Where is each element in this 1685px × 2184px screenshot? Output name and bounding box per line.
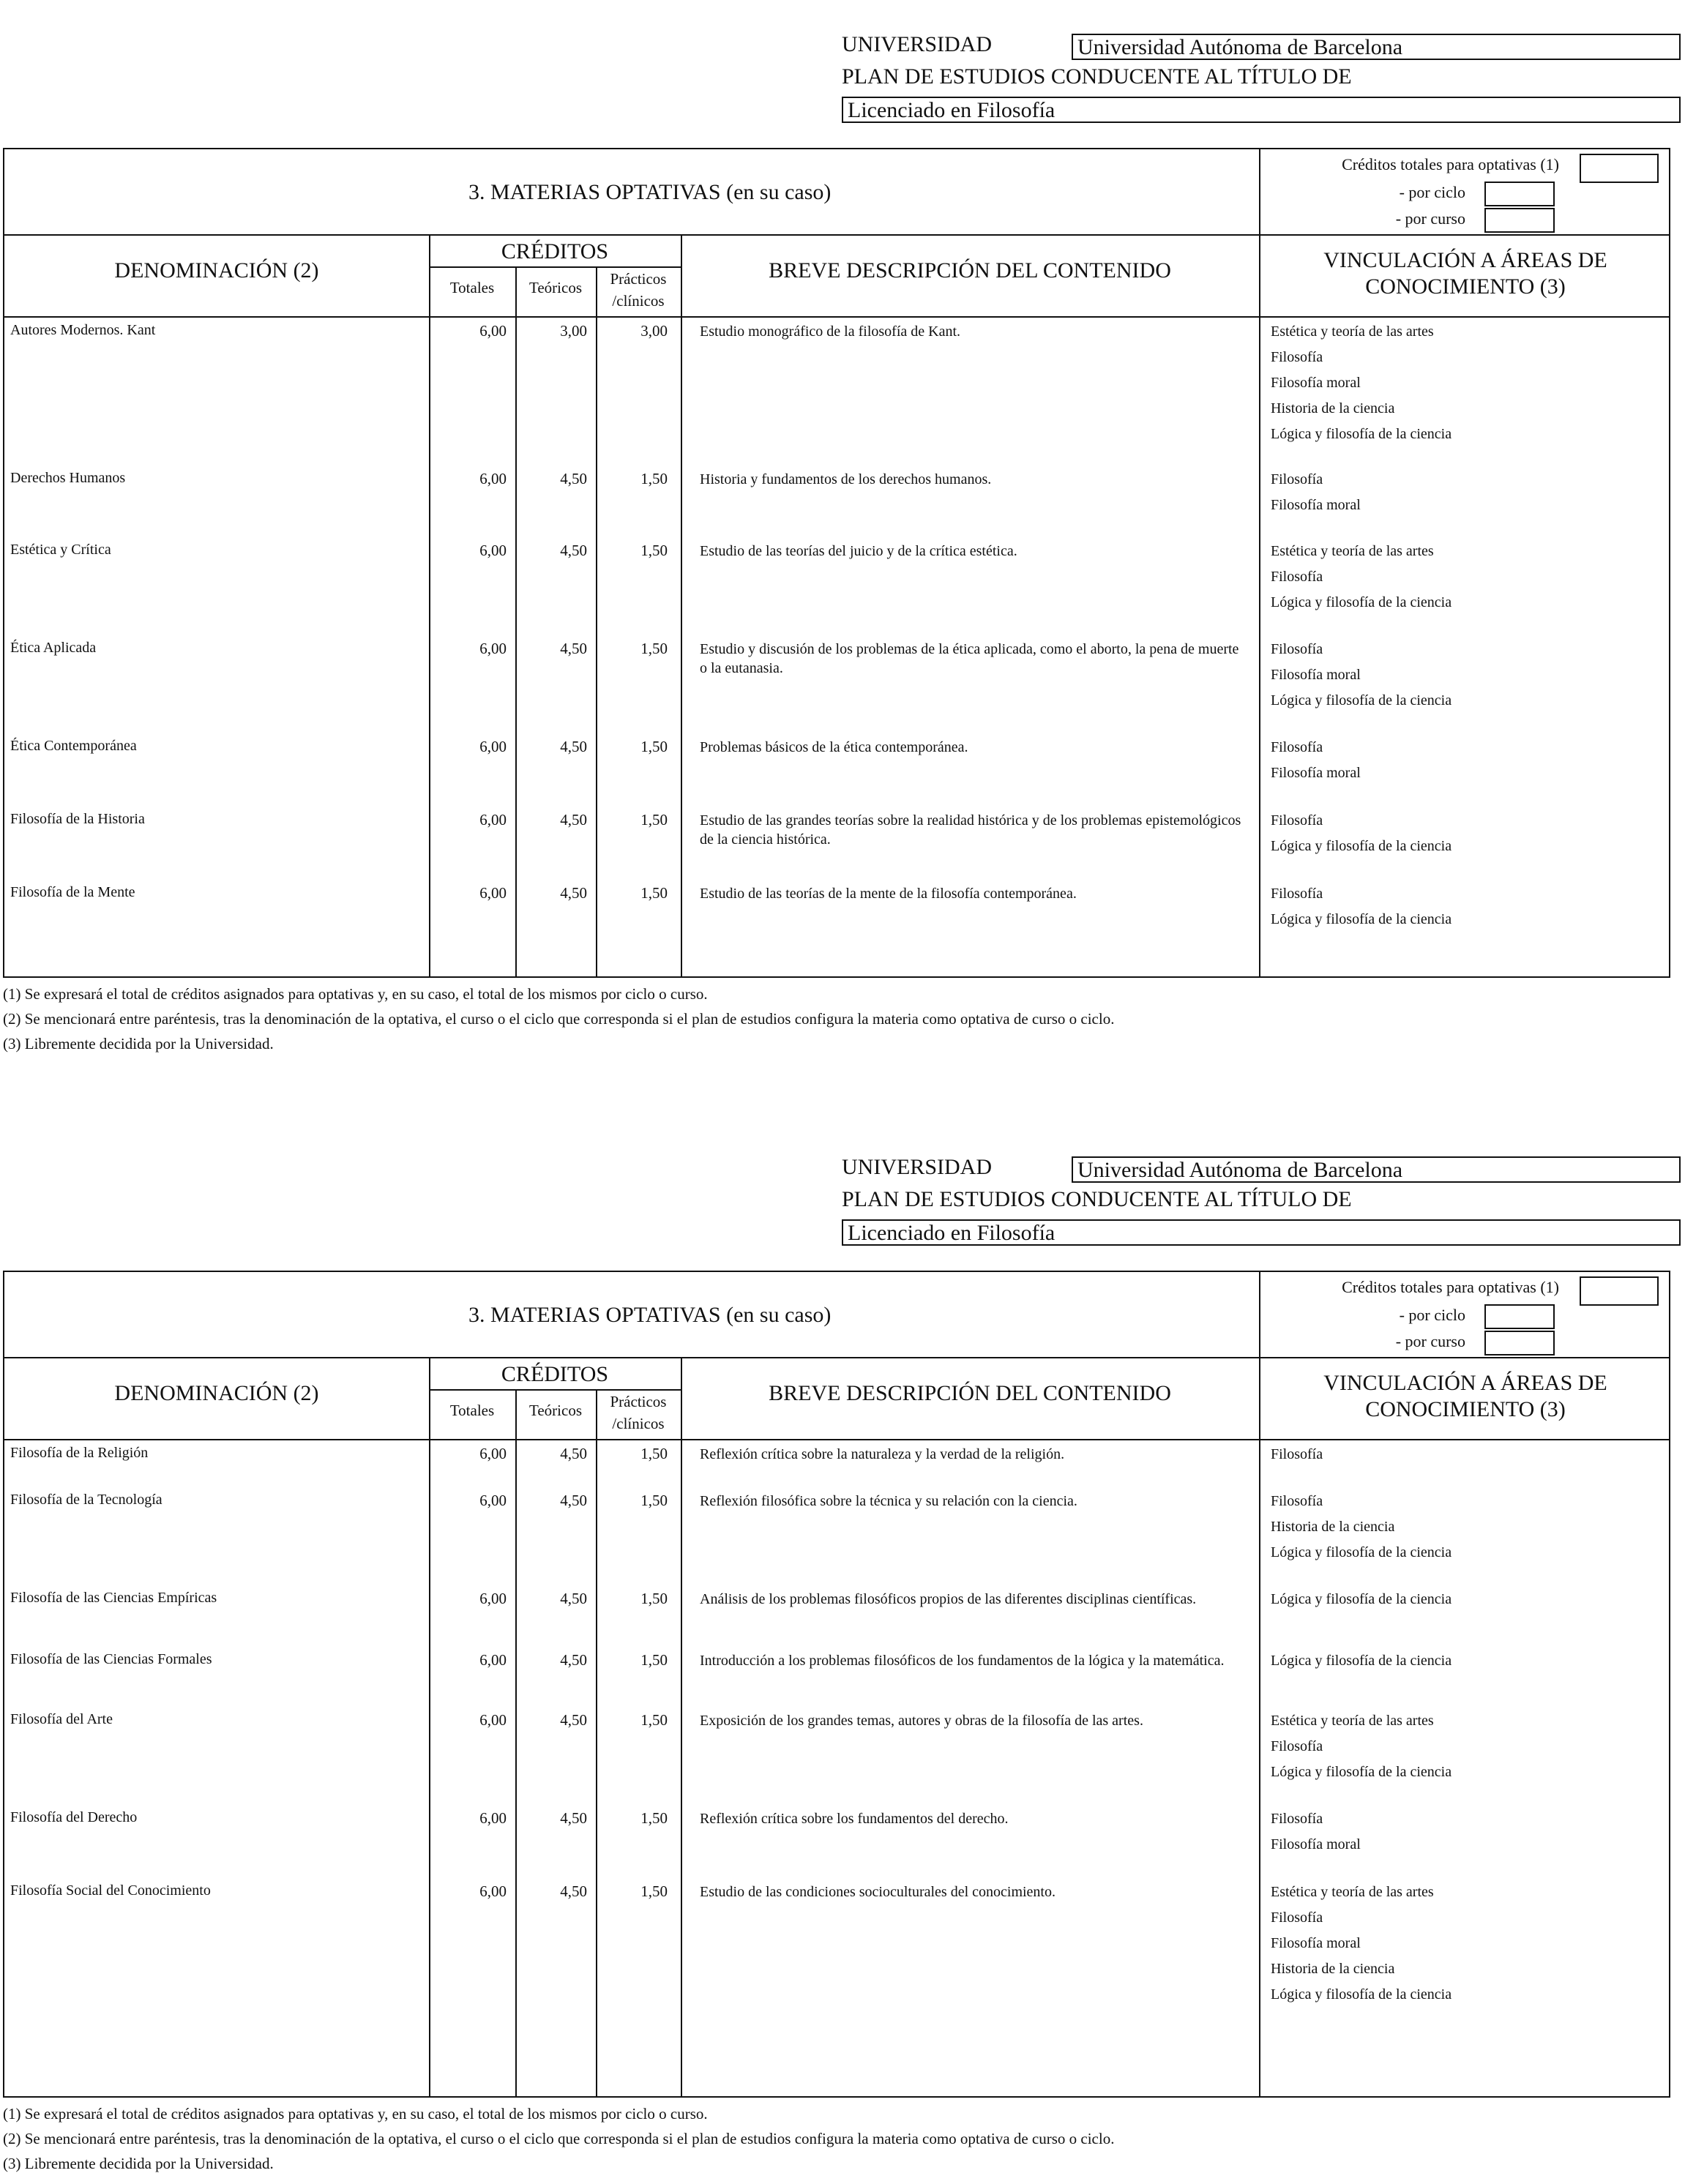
footnote-3: (3) Libremente decidida por la Universidad. [3, 2155, 274, 2172]
creditos-totales-label: Créditos totales para optativas (1) [1342, 155, 1559, 173]
plan-label: PLAN DE ESTUDIOS CONDUCENTE AL TÍTULO DE [842, 1187, 1352, 1211]
row-denominacion: Filosofía de la Historia [10, 811, 145, 827]
row-area: Lógica y filosofía de la ciencia [1271, 1544, 1452, 1560]
col-teoricos: Teóricos [528, 1402, 582, 1419]
row-descripcion: Análisis de los problemas filosóficos propios de las diferentes disciplinas científicas. [700, 1591, 1197, 1607]
row-totales: 6,00 [479, 542, 507, 559]
row-descripcion: Reflexión filosófica sobre la técnica y su relación con la ciencia. [700, 1493, 1077, 1509]
document-page-2 [0, 1123, 1685, 2184]
row-descripcion: Estudio monográfico de la filosofía de Kant. [700, 324, 961, 340]
row-descripcion: Estudio de las teorías de la mente de la filosofía contemporánea. [700, 886, 1077, 902]
por-curso-box [1484, 208, 1555, 233]
row-denominacion: Filosofía del Arte [10, 1711, 113, 1727]
row-totales: 6,00 [479, 738, 507, 755]
row-teoricos: 4,50 [560, 640, 587, 657]
row-teoricos: 4,50 [560, 1492, 587, 1509]
row-practicos: 1,50 [640, 640, 668, 657]
row-descripcion: Estudio de las condiciones socioculturales del conocimiento. [700, 1884, 1056, 1900]
row-area: Lógica y filosofía de la ciencia [1271, 594, 1452, 610]
row-practicos: 1,50 [640, 1492, 668, 1509]
por-ciclo-box [1484, 182, 1555, 206]
universidad-label: UNIVERSIDAD [842, 32, 992, 56]
row-area: Filosofía [1271, 349, 1323, 365]
row-denominacion: Filosofía del Derecho [10, 1809, 138, 1825]
row-practicos: 1,50 [640, 1711, 668, 1729]
row-denominacion: Ética Aplicada [10, 640, 97, 656]
row-area: Estética y teoría de las artes [1271, 1713, 1434, 1729]
row-area: Filosofía [1271, 471, 1323, 487]
row-practicos: 1,50 [640, 884, 668, 902]
row-area: Filosofía moral [1271, 1836, 1361, 1852]
col-vinculacion-1: VINCULACIÓN A ÁREAS DE [1323, 248, 1607, 272]
row-practicos: 1,50 [640, 470, 668, 487]
universidad-field: Universidad Autónoma de Barcelona [1072, 34, 1681, 60]
por-curso-box [1484, 1331, 1555, 1355]
row-area: Filosofía [1271, 1811, 1323, 1827]
row-area: Lógica y filosofía de la ciencia [1271, 838, 1452, 854]
table-title: 3. MATERIAS OPTATIVAS (en su caso) [468, 180, 832, 204]
row-area: Filosofía [1271, 641, 1323, 657]
col-vinculacion-1: VINCULACIÓN A ÁREAS DE [1323, 1371, 1607, 1395]
por-curso-label: - por curso [1395, 1332, 1465, 1350]
row-denominacion: Filosofía Social del Conocimiento [10, 1882, 211, 1899]
row-totales: 6,00 [479, 1711, 507, 1729]
row-practicos: 1,50 [640, 542, 668, 559]
row-descripcion: Exposición de los grandes temas, autores y obras de la filosofía de las artes. [700, 1713, 1143, 1729]
col-practicos-1: Prácticos [610, 270, 667, 288]
universidad-label: UNIVERSIDAD [842, 1155, 992, 1179]
footnote-3: (3) Libremente decidida por la Universidad. [3, 1035, 274, 1052]
row-teoricos: 4,50 [560, 1711, 587, 1729]
row-practicos: 1,50 [640, 1590, 668, 1607]
creditos-totales-box [1580, 1276, 1659, 1306]
row-area: Filosofía [1271, 1493, 1323, 1509]
row-area: Filosofía [1271, 1910, 1323, 1926]
row-area: Historia de la ciencia [1271, 1519, 1395, 1535]
row-area: Estética y teoría de las artes [1271, 1884, 1434, 1900]
row-totales: 6,00 [479, 470, 507, 487]
optativas-table [3, 148, 1670, 978]
footnote-1: (1) Se expresará el total de créditos asignados para optativas y, en su caso, el total de los mismos por ciclo o curso. [3, 2105, 708, 2123]
row-totales: 6,00 [479, 811, 507, 829]
row-totales: 6,00 [479, 1651, 507, 1669]
col-descripcion: BREVE DESCRIPCIÓN DEL CONTENIDO [769, 1381, 1171, 1405]
row-practicos: 1,50 [640, 811, 668, 829]
row-practicos: 1,50 [640, 1651, 668, 1669]
row-descripcion: Reflexión crítica sobre la naturaleza y la verdad de la religión. [700, 1446, 1065, 1462]
row-practicos: 1,50 [640, 1445, 668, 1462]
row-denominacion: Filosofía de la Tecnología [10, 1492, 162, 1508]
row-denominacion: Derechos Humanos [10, 470, 126, 486]
row-area: Filosofía [1271, 1738, 1323, 1754]
row-totales: 6,00 [479, 640, 507, 657]
row-totales: 6,00 [479, 1590, 507, 1607]
row-denominacion: Filosofía de las Ciencias Empíricas [10, 1590, 217, 1606]
row-descripcion: Estudio de las grandes teorías sobre la realidad histórica y de los problemas epistemológicos de la ciencia histórica. [700, 812, 1241, 848]
titulo-field: Licenciado en Filosofía [842, 1219, 1681, 1246]
row-area: Historia de la ciencia [1271, 1961, 1395, 1977]
row-area: Filosofía [1271, 569, 1323, 585]
row-area: Lógica y filosofía de la ciencia [1271, 911, 1452, 927]
row-practicos: 1,50 [640, 1809, 668, 1827]
row-area: Filosofía [1271, 739, 1323, 755]
por-ciclo-box [1484, 1304, 1555, 1329]
row-totales: 6,00 [479, 1445, 507, 1462]
creditos-totales-box [1580, 154, 1659, 183]
row-teoricos: 4,50 [560, 1882, 587, 1900]
row-teoricos: 4,50 [560, 1651, 587, 1669]
row-descripcion: Problemas básicos de la ética contemporánea. [700, 739, 968, 755]
row-area: Lógica y filosofía de la ciencia [1271, 426, 1452, 442]
row-area: Filosofía moral [1271, 497, 1361, 513]
universidad-field: Universidad Autónoma de Barcelona [1072, 1156, 1681, 1183]
row-teoricos: 4,50 [560, 1809, 587, 1827]
footnote-2: (2) Se mencionará entre paréntesis, tras la denominación de la optativa, el curso o el ciclo que corresponda si el plan de estudios configura la materia como optativa de curso o ciclo. [3, 2130, 1115, 2147]
row-area: Filosofía [1271, 886, 1323, 902]
row-area: Lógica y filosofía de la ciencia [1271, 1653, 1452, 1669]
col-practicos-2: /clínicos [612, 292, 665, 310]
row-teoricos: 3,00 [560, 322, 587, 340]
row-totales: 6,00 [479, 1882, 507, 1900]
col-creditos: CRÉDITOS [501, 1362, 609, 1386]
por-curso-label: - por curso [1395, 209, 1465, 228]
row-teoricos: 4,50 [560, 470, 587, 487]
row-denominacion: Filosofía de la Mente [10, 884, 135, 900]
row-teoricos: 4,50 [560, 738, 587, 755]
row-area: Filosofía [1271, 1446, 1323, 1462]
row-area: Filosofía moral [1271, 375, 1361, 391]
row-descripcion: Reflexión crítica sobre los fundamentos del derecho. [700, 1811, 1009, 1827]
col-descripcion: BREVE DESCRIPCIÓN DEL CONTENIDO [769, 258, 1171, 283]
row-descripcion: Estudio y discusión de los problemas de la ética aplicada, como el aborto, la pena de muerte o la eutanasia. [700, 641, 1239, 676]
row-practicos: 1,50 [640, 1882, 668, 1900]
row-teoricos: 4,50 [560, 811, 587, 829]
row-area: Lógica y filosofía de la ciencia [1271, 692, 1452, 708]
plan-label: PLAN DE ESTUDIOS CONDUCENTE AL TÍTULO DE [842, 64, 1352, 89]
footnote-1: (1) Se expresará el total de créditos asignados para optativas y, en su caso, el total de los mismos por ciclo o curso. [3, 985, 708, 1003]
titulo-field: Licenciado en Filosofía [842, 97, 1681, 123]
col-creditos: CRÉDITOS [501, 239, 609, 263]
row-area: Lógica y filosofía de la ciencia [1271, 1764, 1452, 1780]
col-practicos-1: Prácticos [610, 1393, 667, 1410]
row-descripcion: Introducción a los problemas filosóficos de los fundamentos de la lógica y la matemática. [700, 1653, 1225, 1669]
row-descripcion: Historia y fundamentos de los derechos humanos. [700, 471, 992, 487]
col-vinculacion-2: CONOCIMIENTO (3) [1365, 1397, 1566, 1421]
row-area: Filosofía moral [1271, 667, 1361, 683]
col-teoricos: Teóricos [528, 279, 582, 296]
row-practicos: 3,00 [640, 322, 668, 340]
col-totales: Totales [449, 1402, 495, 1419]
row-totales: 6,00 [479, 322, 507, 340]
por-ciclo-label: - por ciclo [1399, 1306, 1465, 1324]
row-denominacion: Estética y Crítica [10, 542, 111, 558]
col-practicos-2: /clínicos [612, 1415, 665, 1432]
row-totales: 6,00 [479, 1809, 507, 1827]
por-ciclo-label: - por ciclo [1399, 183, 1465, 201]
row-descripcion: Estudio de las teorías del juicio y de la crítica estética. [700, 543, 1017, 559]
row-area: Filosofía [1271, 812, 1323, 829]
footnote-2: (2) Se mencionará entre paréntesis, tras la denominación de la optativa, el curso o el ciclo que corresponda si el plan de estudios configura la materia como optativa de curso o ciclo. [3, 1010, 1115, 1028]
row-area: Estética y teoría de las artes [1271, 543, 1434, 559]
row-area: Lógica y filosofía de la ciencia [1271, 1986, 1452, 2002]
row-teoricos: 4,50 [560, 542, 587, 559]
row-totales: 6,00 [479, 1492, 507, 1509]
row-denominacion: Autores Modernos. Kant [10, 322, 156, 338]
row-area: Filosofía moral [1271, 765, 1361, 781]
creditos-totales-label: Créditos totales para optativas (1) [1342, 1278, 1559, 1296]
table-title: 3. MATERIAS OPTATIVAS (en su caso) [468, 1303, 832, 1327]
row-teoricos: 4,50 [560, 1445, 587, 1462]
row-area: Historia de la ciencia [1271, 400, 1395, 416]
row-denominacion: Filosofía de la Religión [10, 1445, 149, 1461]
row-practicos: 1,50 [640, 738, 668, 755]
row-totales: 6,00 [479, 884, 507, 902]
row-denominacion: Filosofía de las Ciencias Formales [10, 1651, 212, 1667]
row-area: Estética y teoría de las artes [1271, 324, 1434, 340]
row-area: Lógica y filosofía de la ciencia [1271, 1591, 1452, 1607]
row-teoricos: 4,50 [560, 1590, 587, 1607]
optativas-table [3, 1271, 1670, 2098]
row-teoricos: 4,50 [560, 884, 587, 902]
col-denominacion: DENOMINACIÓN (2) [114, 258, 319, 283]
col-totales: Totales [449, 279, 495, 296]
row-area: Filosofía moral [1271, 1935, 1361, 1951]
col-denominacion: DENOMINACIÓN (2) [114, 1381, 319, 1405]
row-denominacion: Ética Contemporánea [10, 738, 137, 754]
col-vinculacion-2: CONOCIMIENTO (3) [1365, 274, 1566, 299]
